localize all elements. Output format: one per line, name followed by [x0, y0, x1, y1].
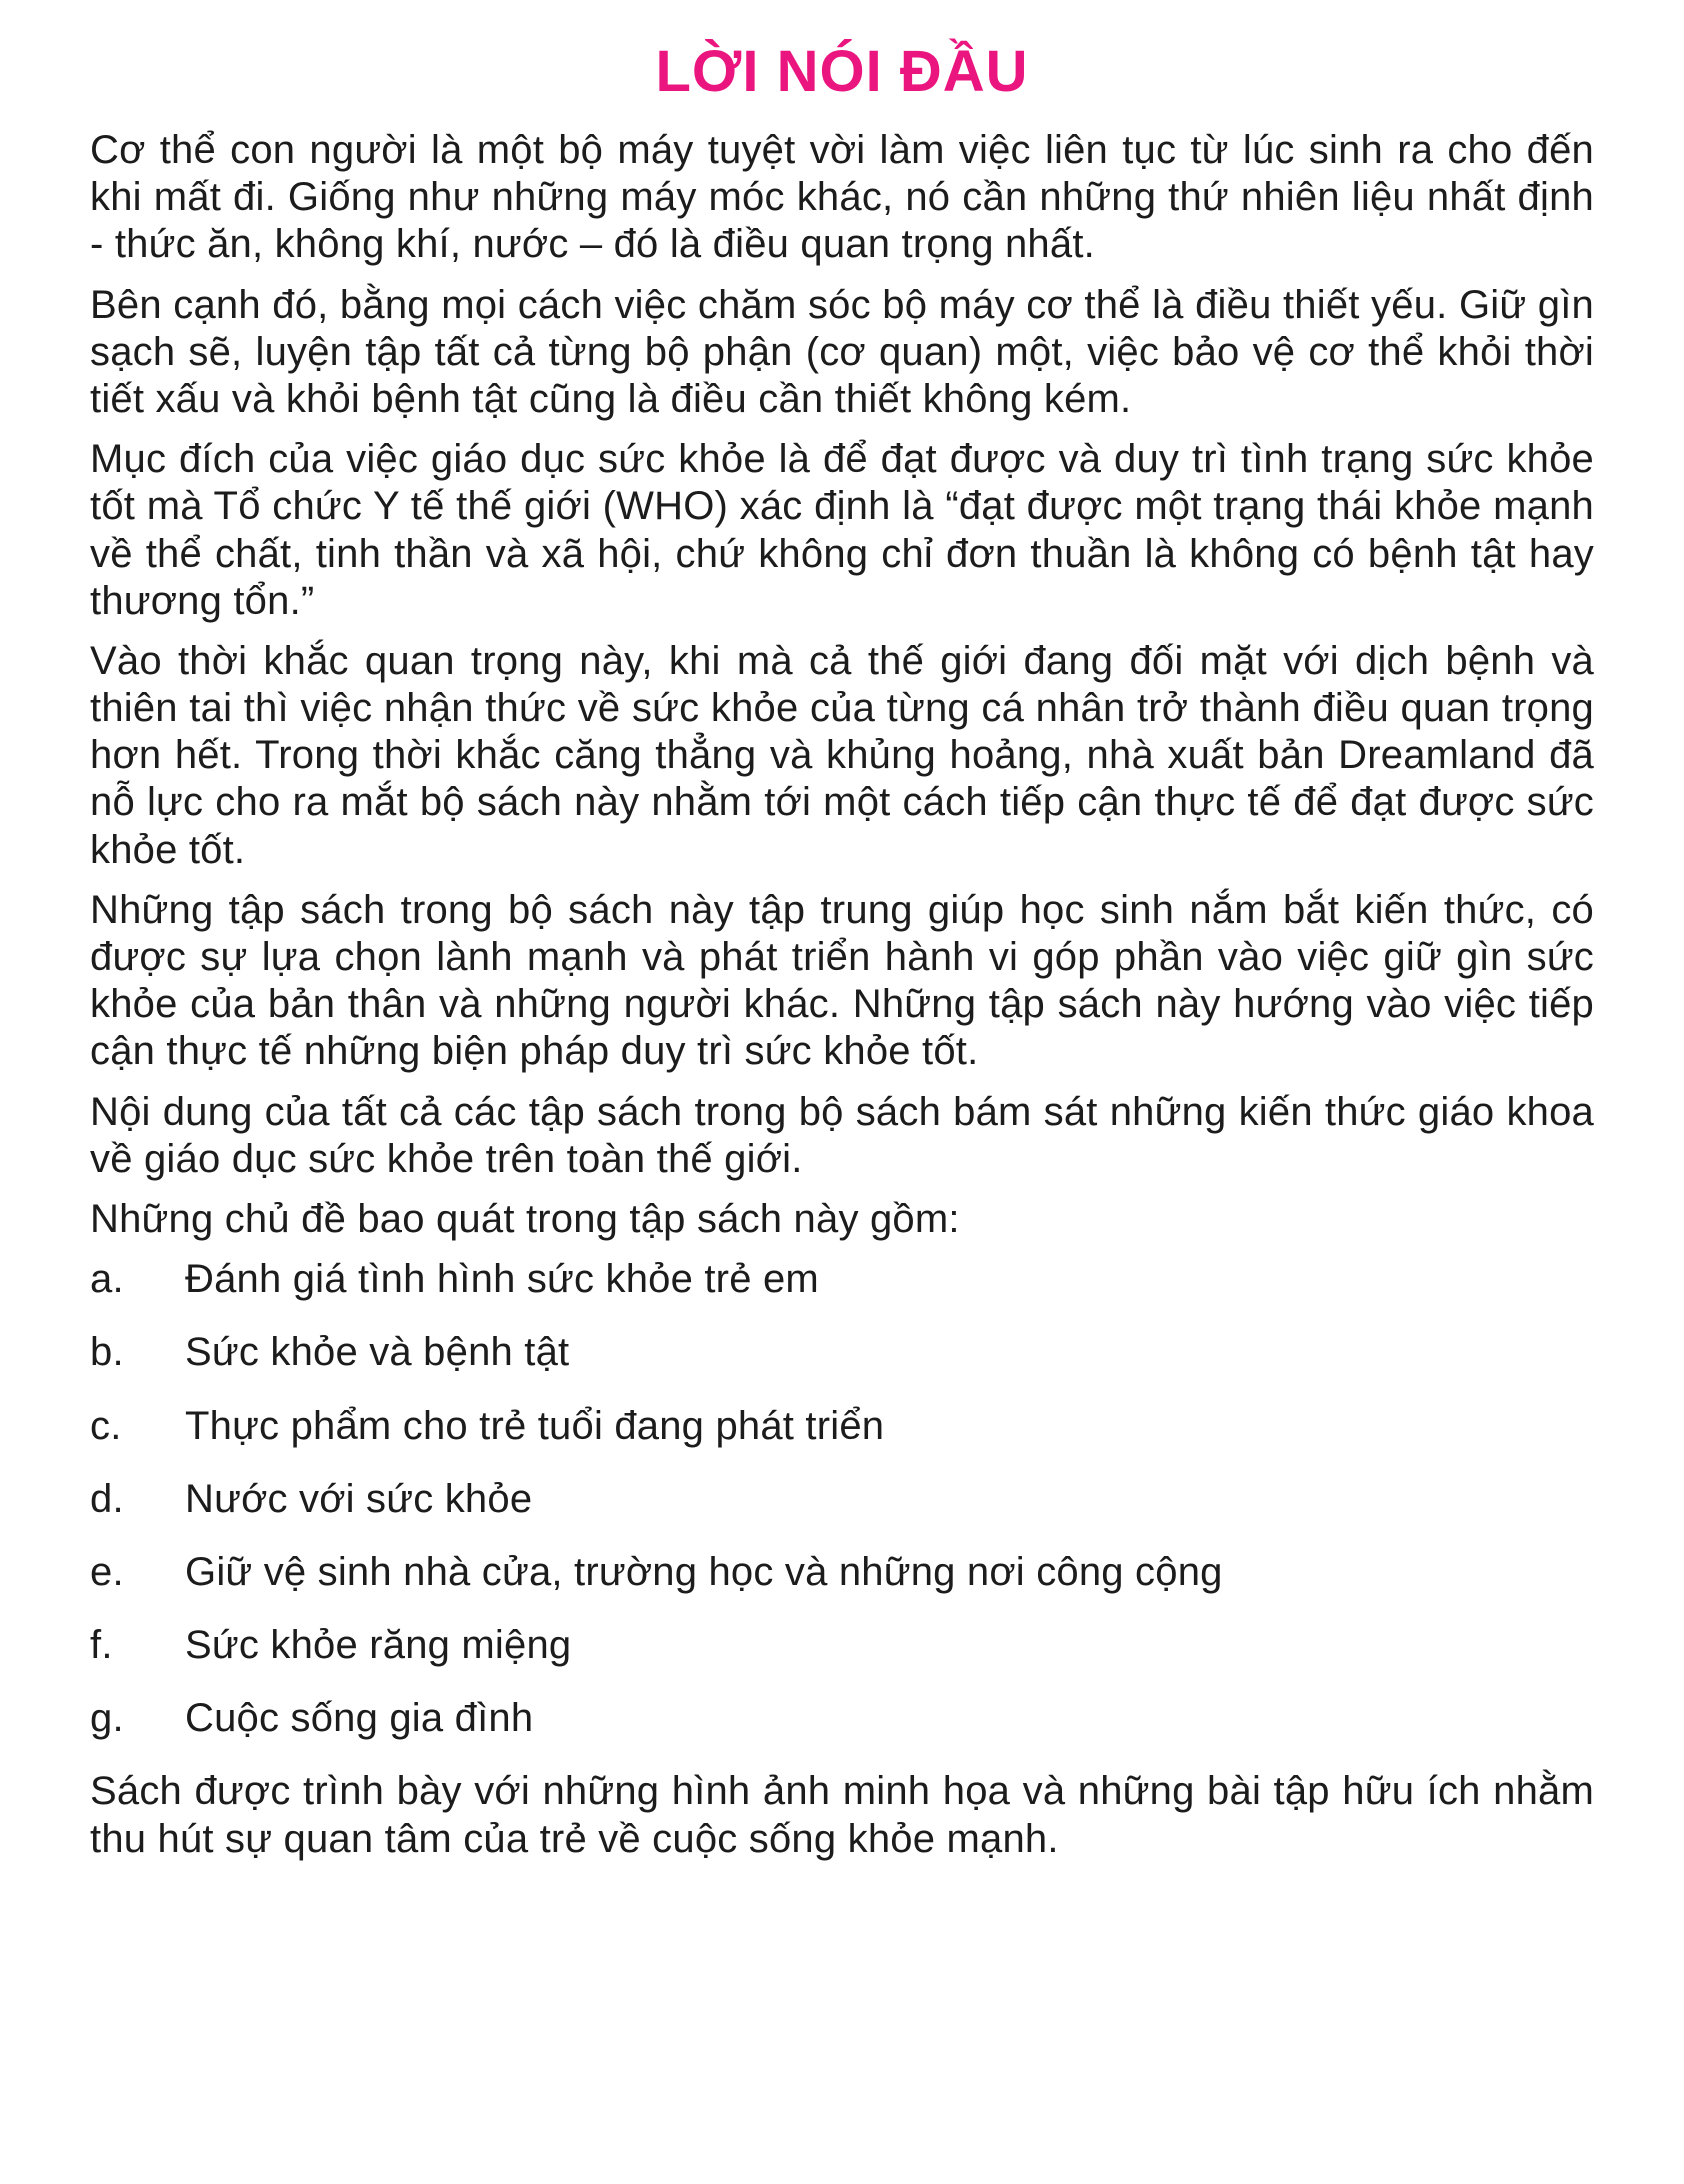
page-title: LỜI NÓI ĐẦU: [655, 39, 1029, 104]
topics-list: [90, 1256, 1594, 1742]
paragraph-body-care: Bên cạnh đó, bằng mọi cách việc chăm sóc bộ máy cơ thể là điều thiết yếu. Giữ gìn sạch sẽ, luyện tập tất cả từng bộ phận (cơ quan) một, việc bảo vệ cơ thể khỏi thời tiết xấu và khỏi bệnh tật cũng là điều cần thiết không kém.: [90, 282, 1594, 421]
list-marker: d.: [90, 1476, 124, 1521]
list-item-text: Cuộc sống gia đình: [185, 1696, 534, 1741]
list-item: [90, 1403, 1594, 1450]
list-item-text: Nước với sức khỏe: [185, 1476, 533, 1521]
list-item: [90, 1329, 1594, 1376]
list-marker: c.: [90, 1403, 122, 1448]
list-item: [90, 1476, 1594, 1523]
list-marker: a.: [90, 1257, 124, 1302]
list-item-text: Sức khỏe răng miệng: [185, 1623, 572, 1668]
list-marker: b.: [90, 1330, 124, 1375]
list-item: [90, 1695, 1594, 1742]
paragraph-series-purpose: Những tập sách trong bộ sách này tập trung giúp học sinh nắm bắt kiến thức, có được sự lựa chọn lành mạnh và phát triển hành vi góp phần vào việc giữ gìn sức khỏe của bản thân và những người khác. Những tập sách này hướng vào việc tiếp cận thực tế những biện pháp duy trì sức khỏe tốt.: [90, 887, 1594, 1074]
list-item-text: Sức khỏe và bệnh tật: [185, 1330, 570, 1375]
list-item: [90, 1256, 1594, 1303]
list-marker: g.: [90, 1696, 124, 1741]
paragraph-health-education-goal: Mục đích của việc giáo dục sức khỏe là để đạt được và duy trì tình trạng sức khỏe tốt mà Tổ chức Y tế thế giới (WHO) xác định là “đạt được một trạng thái khỏe mạnh về thể chất, tinh thần và xã hội, chứ không chỉ đơn thuần là không có bệnh tật hay thương tổn.”: [90, 437, 1594, 623]
list-item-text: Đánh giá tình hình sức khỏe trẻ em: [185, 1257, 819, 1302]
paragraph-pandemic-context: Vào thời khắc quan trọng này, khi mà cả thế giới đang đối mặt với dịch bệnh và thiên tai thì việc nhận thức về sức khỏe của từng cá nhân trở thành điều quan trọng hơn hết. Trong thời khắc căng thẳng và khủng hoảng, nhà xuất bản Dreamland đã nỗ lực cho ra mắt bộ sách này nhằm tới một cách tiếp cận thực tế để đạt được sức khỏe tốt.: [90, 638, 1594, 872]
list-item-text: Giữ vệ sinh nhà cửa, trường học và những nơi công cộng: [185, 1549, 1223, 1594]
paragraph-content-basis: Nội dung của tất cả các tập sách trong bộ sách bám sát những kiến thức giáo khoa về giáo dục sức khỏe trên toàn thế giới.: [90, 1089, 1594, 1181]
list-item: [90, 1549, 1594, 1596]
list-marker: e.: [90, 1549, 124, 1594]
paragraph-topics-intro: Những chủ đề bao quát trong tập sách này gồm:: [90, 1196, 960, 1241]
paragraph-closing: Sách được trình bày với những hình ảnh minh họa và những bài tập hữu ích nhằm thu hút sự quan tâm của trẻ về cuộc sống khỏe mạnh.: [90, 1769, 1594, 1861]
paragraph-body-machine: Cơ thể con người là một bộ máy tuyệt vời làm việc liên tục từ lúc sinh ra cho đến khi mất đi. Giống như những máy móc khác, nó cần những thứ nhiên liệu nhất định - thức ăn, không khí, nước – đó là điều quan trọng nhất.: [90, 128, 1594, 267]
list-item: [90, 1622, 1594, 1669]
list-item-text: Thực phẩm cho trẻ tuổi đang phát triển: [185, 1403, 885, 1448]
list-marker: f.: [90, 1623, 113, 1668]
